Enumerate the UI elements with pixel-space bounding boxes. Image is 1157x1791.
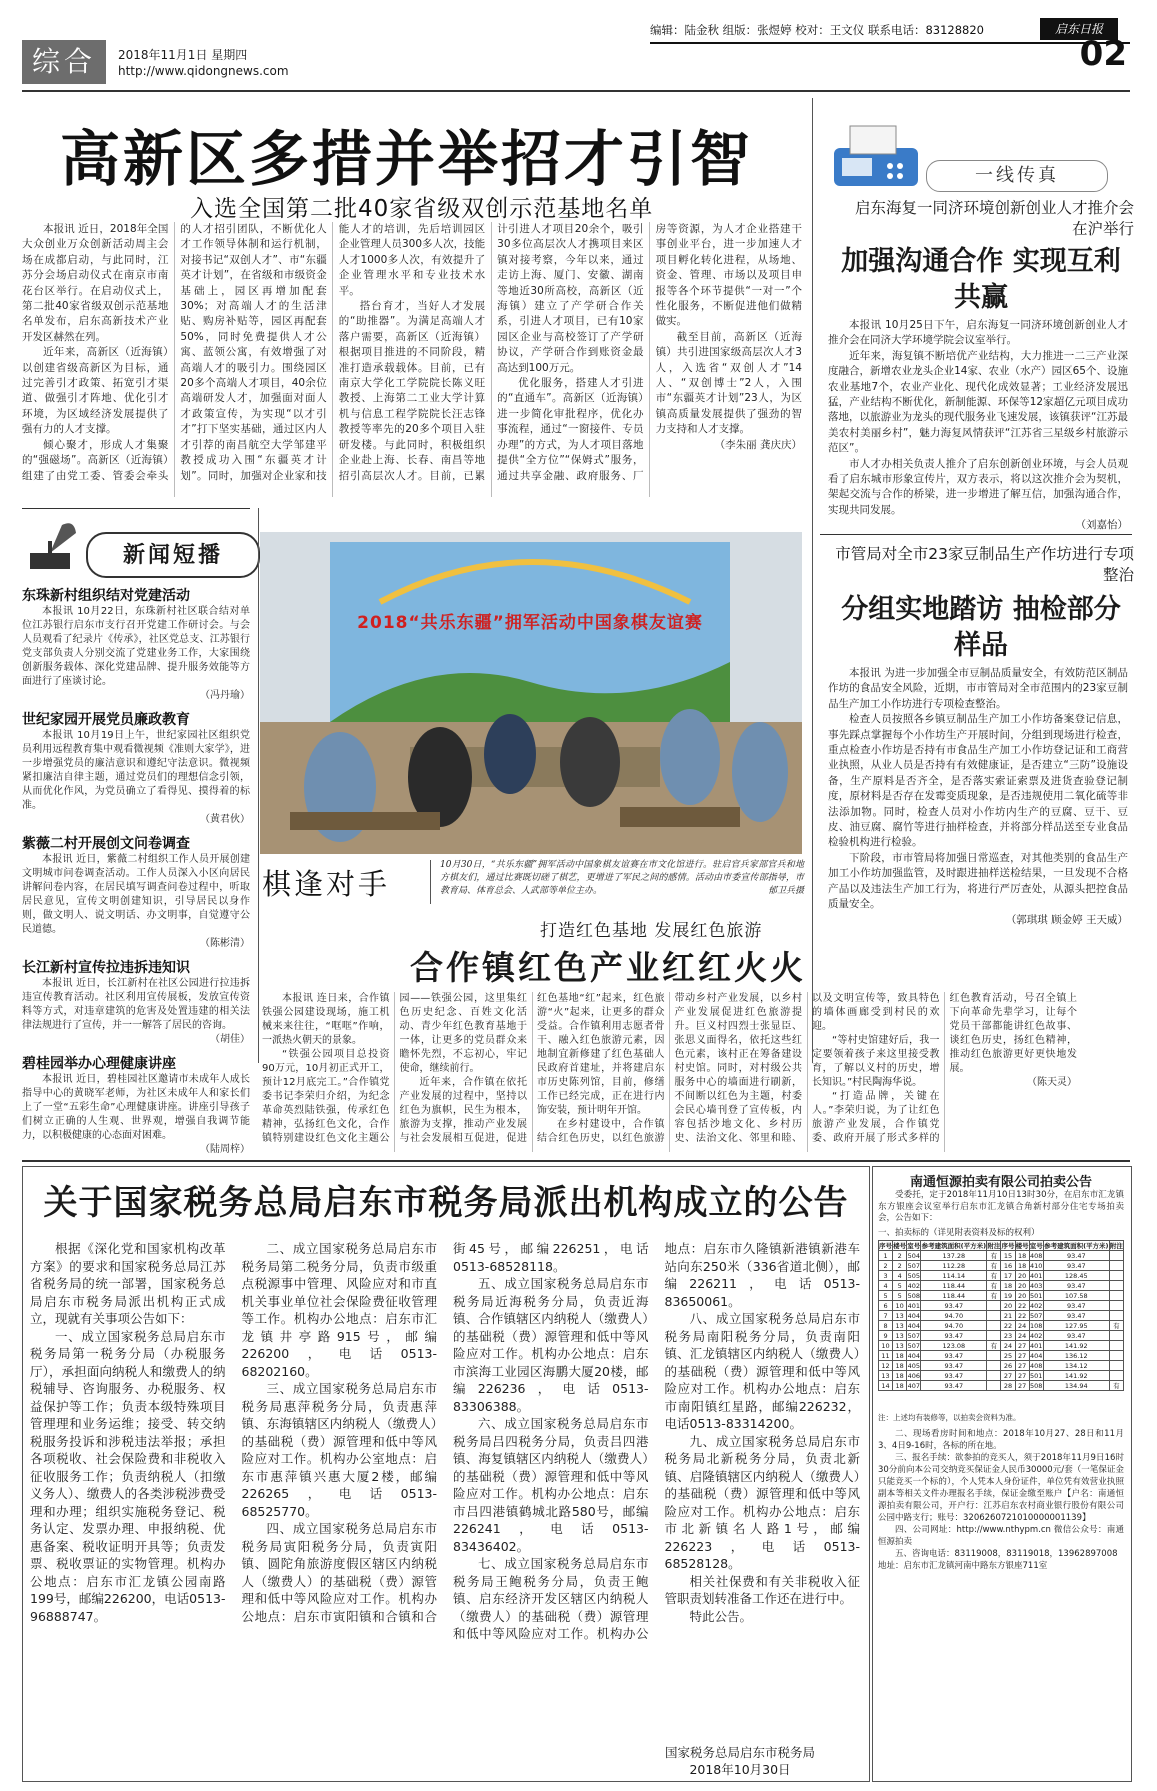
table-cell: 27: [1015, 1361, 1029, 1371]
brief-body: [22, 853, 250, 951]
fax-body: [828, 318, 1128, 532]
table-cell: 16: [1001, 1261, 1015, 1271]
table-cell: 508: [907, 1291, 920, 1300]
paragraph: “打造品牌，关键在人。”李荣归说，为了让红色旅游产业发展，合作镇党委、政府开展了形式多样的红色教育活动，号召全镇上下向革命先辈学习，让每个党员干部都能讲红色故事、谈红色历史，扬红色精神，推动红色旅游更好更快地发展。: [812, 993, 1077, 1144]
table-row: [879, 1311, 1124, 1321]
paragraph: 近年来，海复镇不断培优产业结构，大力推进一二三产业深度融合，新增农业龙头企业14家、农业（水产）园区65个、设施农业基地7个，农业产业化、现代化成效显著；工业经济发展迅猛，产业结构不断优化，新制能源、环保等12家超亿元项目成功落地，以旅游业为龙头的现代服务业飞速发展，该镇获评“江苏最美农村美丽乡村”，魅力海复风情获评“江苏省三星级乡村旅游示范区”。: [828, 349, 1128, 455]
list-item: [22, 1053, 250, 1157]
table-cell: 18: [893, 1361, 907, 1371]
table-cell: 508: [1030, 1381, 1043, 1390]
table-cell: 2: [879, 1261, 893, 1271]
table-cell: 404: [907, 1311, 920, 1320]
table-cell: 20: [1015, 1291, 1029, 1301]
table-cell: [1109, 1311, 1123, 1321]
table-cell: 有: [987, 1251, 1001, 1261]
paragraph: 倾心聚才，形成人才集聚的“强磁场”。高新区（近海镇）组建了由党工委、管委会牵头的人才招引团队，不断优化人才工作领导体制和运行机制，对接书记“双创人才”、市“东疆英才计划”，在省级和市级资金基础上，园区再增加配套30%；对高端人才的生活津贴、购房补贴等，园区再配套50%，同时免费提供人才公寓、蓝领公寓，有效增强了对高端人才的吸引力。围绕园区20多个高端人才项目，40余位高端研发人才，加强面对面人才政策宣传，为实现“以才引才”打下坚实基础，通过区内人才引荐的南昌航空大学邹建平教授成功入围“东疆英才计划”。同时，加强对企业家和技能人才的培训，先后培训园区企业管理人员300多人次，技能人才1000多人次，有效提升了企业管理水平和专业技术水平。: [22, 223, 486, 482]
table-cell: 27: [1015, 1381, 1029, 1391]
table-cell: 134.12: [1043, 1361, 1109, 1371]
paragraph: 四、成立国家税务总局启东市税务局寅阳税务分局，负责寅阳镇、圆陀角旅游度假区辖区内纳税人（缴费人）的基础税（费）源管理和低中等风险应对工作。机构办公地点：启东市寅阳镇和合镇和合街45号，邮编226251，电话0513-68528118。: [241, 1241, 649, 1624]
table-cell: 4: [893, 1271, 907, 1281]
section-rule: [22, 1160, 1130, 1162]
paragraph: 本报讯 为进一步加强全市豆制品质量安全，有效防范区制品作坊的食品安全风险，近期，市市管局对全市范围内的23家豆制品生产加工小作坊进行专项检查整治。: [828, 667, 1128, 710]
paragraph: 市人才办相关负责人推介了启东创新创业环境，与会人员观看了启东城市形象宣传片，双方表示，将以这次推介会为契机，架起交流与合作的桥梁，进一步增进了解互信，加强沟通合作，实现共同发展。: [828, 457, 1128, 516]
table-row: [879, 1291, 1124, 1301]
table-cell: [1109, 1291, 1123, 1301]
table-header-cell: 楼号: [893, 1242, 907, 1250]
table-cell: 141.92: [1043, 1341, 1109, 1351]
paragraph: 本报讯 10月19日上午，世纪家园社区组织党员利用远程教育集中观看微视频《准则大家学》，进一步增强党员的廉洁意识和遵纪守法意识。微视频紧扣廉洁自律主题，通过党员们的理想信念引领，从而优化作风，为党员确立了看得见、摸得着的标准。: [22, 730, 250, 811]
table-cell: 3: [879, 1271, 893, 1281]
table-cell: [987, 1371, 1001, 1381]
paragraph: 检查人员按照各乡镇豆制品生产加工小作坊备案登记信息，事先踩点掌握每个小作坊生产开展时间，分组到现场进行检查，重点检查小作坊是否持有市食品生产加工小作坊登记证和工商营业执照，从业人员是否持有有效健康证，是否建立“三防”设施设备，生产原料是否齐全，是否落实索证索票及进货查验登记制度，原材料是否存在发霉变质现象，是否违规使用二氧化硫等非法添加物。同时，检查人员对小作坊内生产的豆腐、豆干、豆皮、油豆腐、腐竹等进行抽样检查，并将部分样品送至专业食品检验机构进行检验。: [828, 713, 1128, 849]
byline: （胡佳）: [210, 1034, 250, 1045]
table-cell: 112.28: [921, 1261, 987, 1271]
news-brief-badge: 新闻短播: [86, 532, 260, 578]
table-cell: [1109, 1351, 1123, 1361]
table-cell: 401: [907, 1301, 920, 1310]
fax-headline: 加强沟通合作 实现互利共赢: [841, 246, 1121, 313]
table-cell: 18: [1001, 1281, 1015, 1291]
table-cell: [987, 1301, 1001, 1311]
paragraph: “等村史馆建好后，我一定要领着孩子来这里接受教育，了解以义村的历史，增长知识。”村民陶海华说。: [812, 1035, 940, 1088]
table-cell: 405: [907, 1361, 920, 1370]
table-cell: [987, 1321, 1001, 1331]
quality-kicker: 市管局对全市23家豆制品生产作坊进行专项整治: [835, 545, 1134, 584]
table-cell: [1109, 1371, 1123, 1381]
table-cell: 1: [879, 1251, 893, 1261]
table-cell: 27: [1015, 1351, 1029, 1361]
paragraph: 九、成立国家税务总局启东市税务局北新税务分局，负责北新镇、启隆镇辖区内纳税人（缴费人）的基础税（费）源管理和低中等风险应对工作。机构办公地点：启东市北新镇名人路1号，邮编226223，电话0513-68528128。: [664, 1433, 860, 1571]
paragraph: 相关社保费和有关非税收入征管职责划转准备工作还在进行中。: [664, 1573, 860, 1606]
list-item: [22, 957, 250, 1047]
byline: （李朱丽 龚庆庆）: [714, 438, 802, 451]
paragraph: 截至目前，高新区（近海镇）共引进国家级高层次人才3人，入选省“双创人才”14人、“双创博士”2人，入围市“东疆英才计划”23人，为区镇高质量发展提供了强劲的智力支持和人才支撑。: [655, 330, 802, 436]
paragraph: “铁强公园项目总投资90万元，10月初正式开工，预计12月底完工。”合作镇党委书记李荣归介绍，为纪念革命英烈陆铁强，传承红色精神，弘扬红色文化，合作镇特别建设红色文化主题公园——铁强公园，这里集红色历史纪念、百姓文化活动、青少年红色教育基地于一体，让更多的党员群众来瞻怀先烈，不忘初心，牢记使命，继续前行。: [262, 993, 527, 1144]
list-item: [22, 585, 250, 703]
brief-title: 紫薇二村开展创文问卷调查: [22, 836, 190, 852]
table-header-cell: 附注: [987, 1242, 1001, 1250]
list-item: [22, 833, 250, 951]
byline: （郭琪琪 顾金婷 王天威）: [1005, 913, 1128, 926]
table-cell: 118.44: [921, 1281, 987, 1291]
paragraph: 本报讯 近日，紫薇二村组织工作人员开展创建文明城市问卷调查活动。工作人员深入小区向居民讲解问卷内容，在居民填写调查问卷过程中，听取居民意见，宣传文明创建知识，引导居民以身作则，做文明人、说文明话、办文明事，自觉遵守公民道德。: [22, 854, 250, 935]
table-cell: 20: [1015, 1271, 1029, 1281]
brief-body: [22, 729, 250, 827]
table-cell: 12: [879, 1361, 893, 1371]
table-cell: 13: [893, 1331, 907, 1341]
page-number: 02: [1079, 34, 1127, 74]
caption-byline: 郁卫兵摄: [767, 886, 804, 896]
table-header-cell: 序号: [1001, 1242, 1015, 1250]
paragraph: 下阶段，市市管局将加强日常巡查，对其他类别的食品生产加工小作坊加强监管，及时跟进抽样送检结果，一旦发现不合格产品以及违法生产加工行为，将进行严厉查处，从源头把控食品质量安全。: [828, 851, 1128, 911]
table-cell: 404: [907, 1351, 920, 1360]
table-cell: 93.47: [1043, 1311, 1109, 1321]
fax-kicker: 启东海复一同济环境创新创业人才推介会在沪举行: [854, 199, 1134, 238]
table-cell: 114.14: [921, 1271, 987, 1281]
table-cell: 27: [1015, 1371, 1029, 1381]
table-cell: 6: [879, 1301, 893, 1311]
table-cell: 18: [893, 1351, 907, 1361]
announcement-body: [30, 1240, 860, 1744]
table-cell: 128.45: [1043, 1271, 1109, 1281]
table-row: [879, 1261, 1124, 1271]
caption-divider: [430, 860, 431, 904]
table-cell: [1109, 1261, 1123, 1271]
red-tourism-body: [262, 992, 1077, 1152]
chess-match-photo: [260, 532, 802, 854]
date-line: 2018年11月1日 星期四: [118, 48, 248, 62]
table-row: [879, 1301, 1124, 1311]
table-cell: 13: [893, 1341, 907, 1351]
photo-caption-title: 棋逢对手: [262, 867, 391, 901]
table-cell: 402: [1030, 1301, 1043, 1310]
table-row: [879, 1361, 1124, 1371]
paragraph: 三、成立国家税务总局启东市税务局惠萍税务分局，负责惠萍镇、东海镇辖区内纳税人（缴费人）的基础税（费）源管理和低中等风险应对工作。机构办公室地点：启东市惠萍镇兴惠大厦2楼，邮编226265，电话0513-68525770。: [241, 1381, 437, 1519]
table-cell: 24: [1015, 1321, 1029, 1331]
table-cell: 2: [893, 1251, 907, 1261]
byline: （陈彬清）: [200, 938, 250, 949]
paragraph: 本报讯 近日，碧桂园社区邀请市未成年人成长指导中心的黄晓军老师，为社区未成年人和家长们上了一堂“五彩生命”心理健康讲座。讲座引导孩子们树立正确的人生观、世界观，增强自我调节能力，以积极健康的心态面对困难。: [22, 1074, 250, 1141]
table-cell: 24: [1001, 1341, 1015, 1351]
table-cell: 有: [987, 1261, 1001, 1271]
paragraph: 本报讯 10月22日，东珠新村社区联合结对单位江苏银行启东市支行召开党建工作研讨会。与会人员观看了纪录片《传承》，社区党总支、江苏银行党支部负责人分别交流了党建业务工作，大家围绕创新服务载体、深化党建品牌、提升服务效能等方面进行了座谈讨论。: [22, 606, 250, 687]
paragraph: 近年来，高新区（近海镇）以创建省级高新区为目标，通过完善引才政策、拓宽引才渠道、做强引才阵地、优化引才环境，为区域经济发展提供了强有力的人才支撑。: [22, 346, 169, 436]
table-cell: 410: [1030, 1261, 1043, 1270]
auction-table-note: 注：上述均有装修等，以拍卖会资料为准。: [878, 1413, 1021, 1422]
table-cell: 404: [1030, 1351, 1043, 1360]
table-cell: 93.47: [1043, 1261, 1109, 1271]
table-cell: 22: [1001, 1321, 1015, 1331]
table-cell: 14: [879, 1381, 893, 1391]
table-cell: 5: [893, 1291, 907, 1301]
table-header-cell: 室号: [1029, 1242, 1043, 1250]
section-label: 综合: [22, 40, 106, 84]
table-cell: 有: [987, 1271, 1001, 1281]
table-cell: 8: [879, 1321, 893, 1331]
table-header-cell: 楼号: [1015, 1242, 1029, 1250]
table-cell: 10: [893, 1301, 907, 1311]
table-cell: 136.12: [1043, 1351, 1109, 1361]
table-row: [879, 1281, 1124, 1291]
auction-table-title: 一、拍卖标的（详见附表资料及标的权利）: [878, 1228, 1040, 1238]
table-cell: 93.47: [921, 1351, 987, 1361]
table-cell: 5: [893, 1281, 907, 1291]
brief-title: 东珠新村组织结对党建活动: [22, 588, 190, 604]
table-cell: 有: [987, 1341, 1001, 1351]
staff-credits: 编辑：陆金秋 组版：张煜婷 校对：王文仪 联系电话：83128820: [650, 23, 984, 37]
paragraph: 四、公司网址：http://www.nthypm.cn 微信公众号：南通恒源拍卖: [878, 1525, 1124, 1547]
table-row: [879, 1351, 1124, 1361]
table-cell: 401: [1030, 1341, 1043, 1350]
table-cell: 26: [1001, 1361, 1015, 1371]
signature: 国家税务总局启东市税务局: [664, 1745, 815, 1760]
table-header-cell: 室号: [907, 1242, 921, 1250]
table-cell: 507: [907, 1331, 920, 1340]
fax-machine-icon: [828, 118, 924, 194]
column-divider: [812, 98, 813, 1063]
paragraph: 二、现场看房时间和地点：2018年10月27、28日和11月3、4日9-16时，各标的所在地。: [878, 1429, 1124, 1451]
fax-badge: 一线传真: [926, 160, 1108, 192]
table-header-row: [879, 1241, 1124, 1251]
quality-headline: 分组实地踏访 抽检部分样品: [841, 594, 1121, 661]
table-cell: 25: [1001, 1351, 1015, 1361]
table-cell: 10: [879, 1341, 893, 1351]
table-cell: 93.47: [1043, 1251, 1109, 1261]
table-cell: 有: [1109, 1321, 1123, 1331]
table-cell: 93.47: [1043, 1331, 1109, 1341]
news-brief-list: [22, 585, 250, 1155]
table-cell: 93.47: [921, 1371, 987, 1381]
brief-body: [22, 605, 250, 703]
auction-title: 南通恒源拍卖有限公司拍卖公告: [909, 1175, 1092, 1190]
table-cell: 22: [1015, 1301, 1029, 1311]
table-cell: 406: [907, 1371, 920, 1380]
masthead-rule: [650, 42, 1130, 44]
table-cell: 18: [1015, 1251, 1029, 1261]
table-cell: 18: [893, 1371, 907, 1381]
table-cell: 18: [893, 1381, 907, 1391]
paragraph: 八、成立国家税务总局启东市税务局南阳税务分局，负责南阳镇、汇龙镇辖区内纳税人（缴费人）的基础税（费）源管理和低中等风险应对工作。机构办公地点：启东市南阳镇红星路，邮编226232，电话0513-83314200。: [664, 1311, 860, 1431]
brief-title: 长江新村宣传拉违拆违知识: [22, 960, 190, 976]
table-cell: 118.44: [921, 1291, 987, 1301]
table-cell: 27: [1001, 1371, 1015, 1381]
table-cell: 507: [907, 1261, 920, 1270]
table-cell: [987, 1361, 1001, 1371]
red-tourism-headline: 合作镇红色产业红红火火: [410, 948, 806, 987]
table-cell: 507: [907, 1341, 920, 1350]
byline: （黄君伙）: [200, 814, 250, 825]
quality-body: [828, 666, 1128, 1000]
table-cell: 404: [907, 1321, 920, 1330]
table-row: [879, 1371, 1124, 1381]
table-cell: [1109, 1301, 1123, 1311]
list-item: [22, 709, 250, 827]
table-header-cell: 序号: [879, 1242, 893, 1250]
paragraph: 本报讯 10月25日下午，启东海复一同济环境创新创业人才推介会在同济大学环境学院会议室举行。: [828, 319, 1128, 347]
byline: （陆周梓）: [200, 1144, 250, 1155]
table-cell: 93.47: [921, 1381, 987, 1391]
table-cell: 93.47: [921, 1331, 987, 1341]
table-cell: 13: [893, 1321, 907, 1331]
brief-body: [22, 1073, 250, 1157]
table-cell: 有: [987, 1291, 1001, 1301]
table-row: [879, 1321, 1124, 1331]
table-cell: 21: [1001, 1311, 1015, 1321]
paragraph: 五、咨询电话：83119008，83119018，13962897008: [895, 1549, 1118, 1559]
table-cell: 2: [893, 1261, 907, 1271]
table-cell: 22: [1015, 1311, 1029, 1321]
table-cell: 9: [879, 1331, 893, 1341]
table-cell: 134.94: [1043, 1381, 1109, 1391]
table-cell: 504: [907, 1251, 920, 1260]
table-cell: 407: [907, 1381, 920, 1390]
table-cell: 24: [1015, 1331, 1029, 1341]
table-cell: 127.95: [1043, 1321, 1109, 1331]
paragraph: 本报讯 近日，长江新村在社区公园进行拉违拆违宣传教育活动。社区利用宣传展板，发放宣传资料等方式，对违章建筑的危害及处置违建的相关法律法规进行了宣传，并一一解答了居民的咨询。: [22, 978, 250, 1031]
address: 地址：启东市汇龙镇河南中路东方银座711室: [878, 1561, 1048, 1571]
photo-caption: [440, 859, 804, 898]
table-cell: [1109, 1271, 1123, 1281]
section-rule: [22, 508, 250, 509]
table-cell: 20: [1001, 1301, 1015, 1311]
brief-body: [22, 977, 250, 1047]
table-cell: [987, 1351, 1001, 1361]
table-cell: 107.58: [1043, 1291, 1109, 1301]
table-cell: 402: [907, 1281, 920, 1290]
paragraph: 特此公告。: [689, 1608, 753, 1624]
brief-title: 世纪家园开展党员廉政教育: [22, 712, 190, 728]
caption-text: 10月30日，“共乐东疆”拥军活动中国象棋友谊赛在市文化馆进行。驻启官兵家部官兵和地方棋友们，通过比赛既切磋了棋艺，更增进了军民之间的感情。活动由市委宣传部指导，市教育局、体育总会、人武部等单位主办。: [440, 860, 804, 896]
paragraph: 六、成立国家税务总局启东市税务局吕四税务分局，负责吕四港镇、海复镇辖区内纳税人（缴费人）的基础税（费）源管理和低中等风险应对工作。机构办公地点：启东市吕四港镇鹤城北路580号，邮编226241，电话0513-83436402。: [453, 1416, 649, 1554]
table-header-cell: 参考建筑面积(平方米): [921, 1242, 987, 1250]
lead-headline: 高新区多措并举招才引智: [60, 125, 753, 195]
table-cell: 20: [1015, 1281, 1029, 1291]
auction-table: [878, 1240, 1124, 1391]
table-cell: 28: [1001, 1381, 1015, 1391]
table-cell: 有: [987, 1281, 1001, 1291]
table-cell: [987, 1311, 1001, 1321]
table-cell: 23: [1001, 1331, 1015, 1341]
table-cell: 13: [879, 1371, 893, 1381]
paragraph: 本报讯 连日来，合作镇铁强公园建设现场，施工机械来来往往，“哐哐”作响，一派热火朝天的景象。: [262, 993, 390, 1046]
table-cell: 93.47: [1043, 1301, 1109, 1311]
table-cell: [1109, 1331, 1123, 1341]
table-row: [879, 1271, 1124, 1281]
table-cell: 94.70: [921, 1311, 987, 1321]
table-row: [879, 1341, 1124, 1351]
table-row: [879, 1251, 1124, 1261]
paragraph: 搭台育才，当好人才发展的“助推器”。为满足高端人才落户需要，高新区（近海镇）根据项目推进的不同阶段，精准打造承载载体。目前，已有南京大学化工学院院长陈义旺教授、上海第二工业大学计算机与信息工程学院院长汪志锋教授等率先的20多个项目入驻研发楼。与此同时，积极组织企业赴上海、长春、南昌等地招引高层次人才。目前，已累计引进人才项目20余个，吸引30多位高层次人才携项目来区镇对接考察，今年以来，通过走访上海、厦门、安徽、湖南等地近30所高校，高新区（近海镇）建立了产学研合作关系，引进人才项目，已有10家园区企业与高校签订了产学研协议，产学研合作到账资金最高达到100万元。: [338, 223, 644, 482]
auction-body: [878, 1428, 1124, 1746]
table-cell: 507: [1030, 1311, 1043, 1320]
announcement-signature-block: [640, 1744, 840, 1778]
table-cell: [1109, 1361, 1123, 1371]
lead-body: [22, 222, 802, 497]
brief-title: 碧桂园举办心理健康讲座: [22, 1056, 176, 1072]
paragraph: 受委托，定于2018年11月10日13时30分，在启东市汇龙镇东方银座会议室举行启东市汇龙镇合角新村部分住宅专场拍卖会，公告如下：: [878, 1190, 1124, 1223]
section-rule: [820, 534, 1132, 535]
paragraph: 三、报名手续：欲参拍的竞买人，须于2018年11月9日16时30分前向本公司交纳竞买保证金人民币30000元/套（一笔保证金只能竞买一个标的），个人凭本人身份证件，单位凭有效营业执照副本等相关文件办理报名手续，保证金缴至账户【户名：南通恒源拍卖有限公司，开户行：江苏启东农村商业银行股份有限公司公园中路支行；账号：3206260721010000001139】: [878, 1453, 1124, 1523]
table-cell: 11: [879, 1351, 893, 1361]
table-cell: 93.47: [921, 1361, 987, 1371]
announcement-headline: 关于国家税务总局启东市税务局派出机构成立的公告: [43, 1183, 849, 1223]
table-cell: 137.28: [921, 1251, 987, 1261]
sign-date: 2018年10月30日: [689, 1762, 791, 1777]
table-cell: 94.70: [921, 1321, 987, 1331]
paragraph: 七、成立国家税务总局启东市税务局王鲍税务分局，负责王鲍镇、启东经济开发区辖区内纳税人（缴费人）的基础税（费）源管理和低中等风险应对工作。机构办公地点：启东市久隆镇新港镇新港车站向东250米（336省道北侧），邮编226211，电话0513-83650061。: [453, 1241, 860, 1641]
table-cell: 5: [879, 1291, 893, 1301]
paragraph: 一、成立国家税务总局启东市税务局第一税务分局（办税服务厅），承担面向纳税人和缴费人的纳税辅导、咨询服务、办税服务、权益保护等工作；负责本级特殊项目管理理和业务运维；接受、转交纳税服务投诉和涉税违法举报；承担各项税收、社会保险费和非税收入征收服务工作；负责纳税人（扣缴义务人）、缴费人的各类涉税涉费受理和办理；组织实施税务登记、税务认定、发票办理、申报纳税、优惠备案、税收证明开具等；负责发票、税收票证的实物管理。机构办公地点：启东市汇龙镇公园南路199号，邮编226200，电话0513-96888747。: [30, 1328, 226, 1624]
photo-banner: 2018“共乐东疆”拥军活动中国象棋友谊赛: [357, 613, 703, 633]
table-header-cell: 参考建筑面积(平方米): [1044, 1242, 1109, 1250]
red-tourism-kicker: 打造红色基地 发展红色旅游: [540, 921, 763, 941]
table-cell: 123.08: [921, 1341, 987, 1351]
table-row: [879, 1381, 1124, 1391]
paragraph: 二、成立国家税务总局启东市税务局第二税务分局，负责市级重点税源事中管理、风险应对和市直机关事业单位社会保险费征收管理等工作。机构办公地点：启东市汇龙镇井亭路915号，邮编226200，电话0513-68202160。: [241, 1241, 437, 1379]
table-cell: 408: [1030, 1251, 1043, 1260]
paragraph: 优化服务，搭建人才引进的“直通车”。高新区（近海镇）进一步简化审批程序，优化办事流程，通过“一窗接件、专员办理”的方式，为人才项目落地提供“全方位”“保姆式”服务，通过共享金融、政府服务、厂房等资源，为人才企业搭建干事创业平台，进一步加速人才项目孵化转化进程，从场地、资金、管理、市场以及项目申报等各个环节提供“一对一”个性化服务，不断促进他们做精做实。: [497, 223, 802, 482]
table-cell: 505: [907, 1271, 920, 1280]
table-cell: [987, 1331, 1001, 1341]
table-cell: 402: [1030, 1331, 1043, 1340]
auction-intro: [878, 1190, 1124, 1225]
byline: （冯丹瑜）: [200, 690, 250, 701]
table-cell: 93.47: [921, 1301, 987, 1311]
byline: （刘嘉怡）: [1075, 519, 1128, 532]
paragraph: 五、成立国家税务总局启东市税务局近海税务分局，负责近海镇、合作镇辖区内纳税人（缴费人）的基础税（费）源管理和低中等风险应对工作。机构办公地点：启东市滨海工业园区海鹏大厦20楼，邮编226236，电话0513-83306388。: [453, 1276, 649, 1414]
table-cell: 17: [1001, 1271, 1015, 1281]
table-cell: 93.47: [1043, 1281, 1109, 1291]
paragraph: 根据《深化党和国家机构改革方案》的要求和国家税务总局江苏省税务局的统一部署，国家税务总局启东市税务局派出机构正式成立，现就有关事项公告如下：: [30, 1241, 226, 1326]
table-cell: 7: [879, 1311, 893, 1321]
table-cell: [987, 1381, 1001, 1391]
table-cell: 13: [893, 1311, 907, 1321]
table-cell: 18: [1015, 1261, 1029, 1271]
table-cell: 141.92: [1043, 1371, 1109, 1381]
table-cell: 有: [1109, 1381, 1123, 1391]
column-divider: [258, 508, 259, 1063]
paragraph: 近年来，合作镇在依托产业发展的过程中，坚持以红色为旗帜，民生为根本，旅游为支撑，推动产业发展与社会发展相互促进，促进红色基地“红”起来，红色旅游“火”起来，让更多的群众受益。合作镇利用志愿者骨干、融入红色旅游元素，因地制宜新修建了红色基础人民政府首建址，并将建启东市历史陈列馆，目前，修缮工作已经完成，正在进行内饰安装，预计明年开馆。: [399, 993, 665, 1144]
table-cell: 19: [1001, 1291, 1015, 1301]
paragraph: 本报讯 近日，2018年全国大众创业万众创新活动周主会场在成都启动，与此同时，江苏分会场启动仪式在南京市南花台区举行。在启动仪式上，第二批40家省级双创示范基地名单发布，启东高新技术产业开发区赫然在列。: [22, 223, 169, 343]
gramophone-icon: [24, 515, 80, 575]
table-cell: 4: [879, 1281, 893, 1291]
table-row: [879, 1331, 1124, 1341]
newspaper-logo: 启东日报: [1040, 18, 1118, 40]
table-cell: 27: [1015, 1341, 1029, 1351]
website-url[interactable]: http://www.qidongnews.com: [118, 64, 289, 78]
table-cell: [1109, 1341, 1123, 1351]
table-header-cell: 附注: [1109, 1242, 1123, 1250]
table-cell: 108: [1030, 1321, 1043, 1330]
table-cell: 401: [1030, 1271, 1043, 1280]
byline: （陈天灵）: [1027, 1077, 1077, 1088]
header-rule: [22, 90, 1130, 92]
table-cell: [1109, 1251, 1123, 1261]
table-cell: 501: [1030, 1291, 1043, 1300]
table-cell: 408: [1030, 1361, 1043, 1370]
table-cell: 15: [1001, 1251, 1015, 1261]
table-cell: 501: [1030, 1371, 1043, 1380]
lead-subhead: 入选全国第二批40家省级双创示范基地名单: [190, 196, 654, 222]
table-cell: 403: [1030, 1281, 1043, 1290]
paragraph: 在乡村建设中，合作镇结合红色历史，以红色旅游带动乡村产业发展，以乡村产业发展促进红色旅游提升。巨义村四烈士张显臣、张思义面得名，依托这些红色元素，该村正在筹备建设村史馆。同时，对村级公共服务中心的墙面进行刷新，不间断以红色为主题，村委会民心墙刊登了宣传板，内容包括沙地文化、乡村历史、法治文化、邻里和睦、以及文明宣传等，致具特色的墙体画廊受到村民的欢迎。: [537, 993, 940, 1144]
table-cell: [1109, 1281, 1123, 1291]
